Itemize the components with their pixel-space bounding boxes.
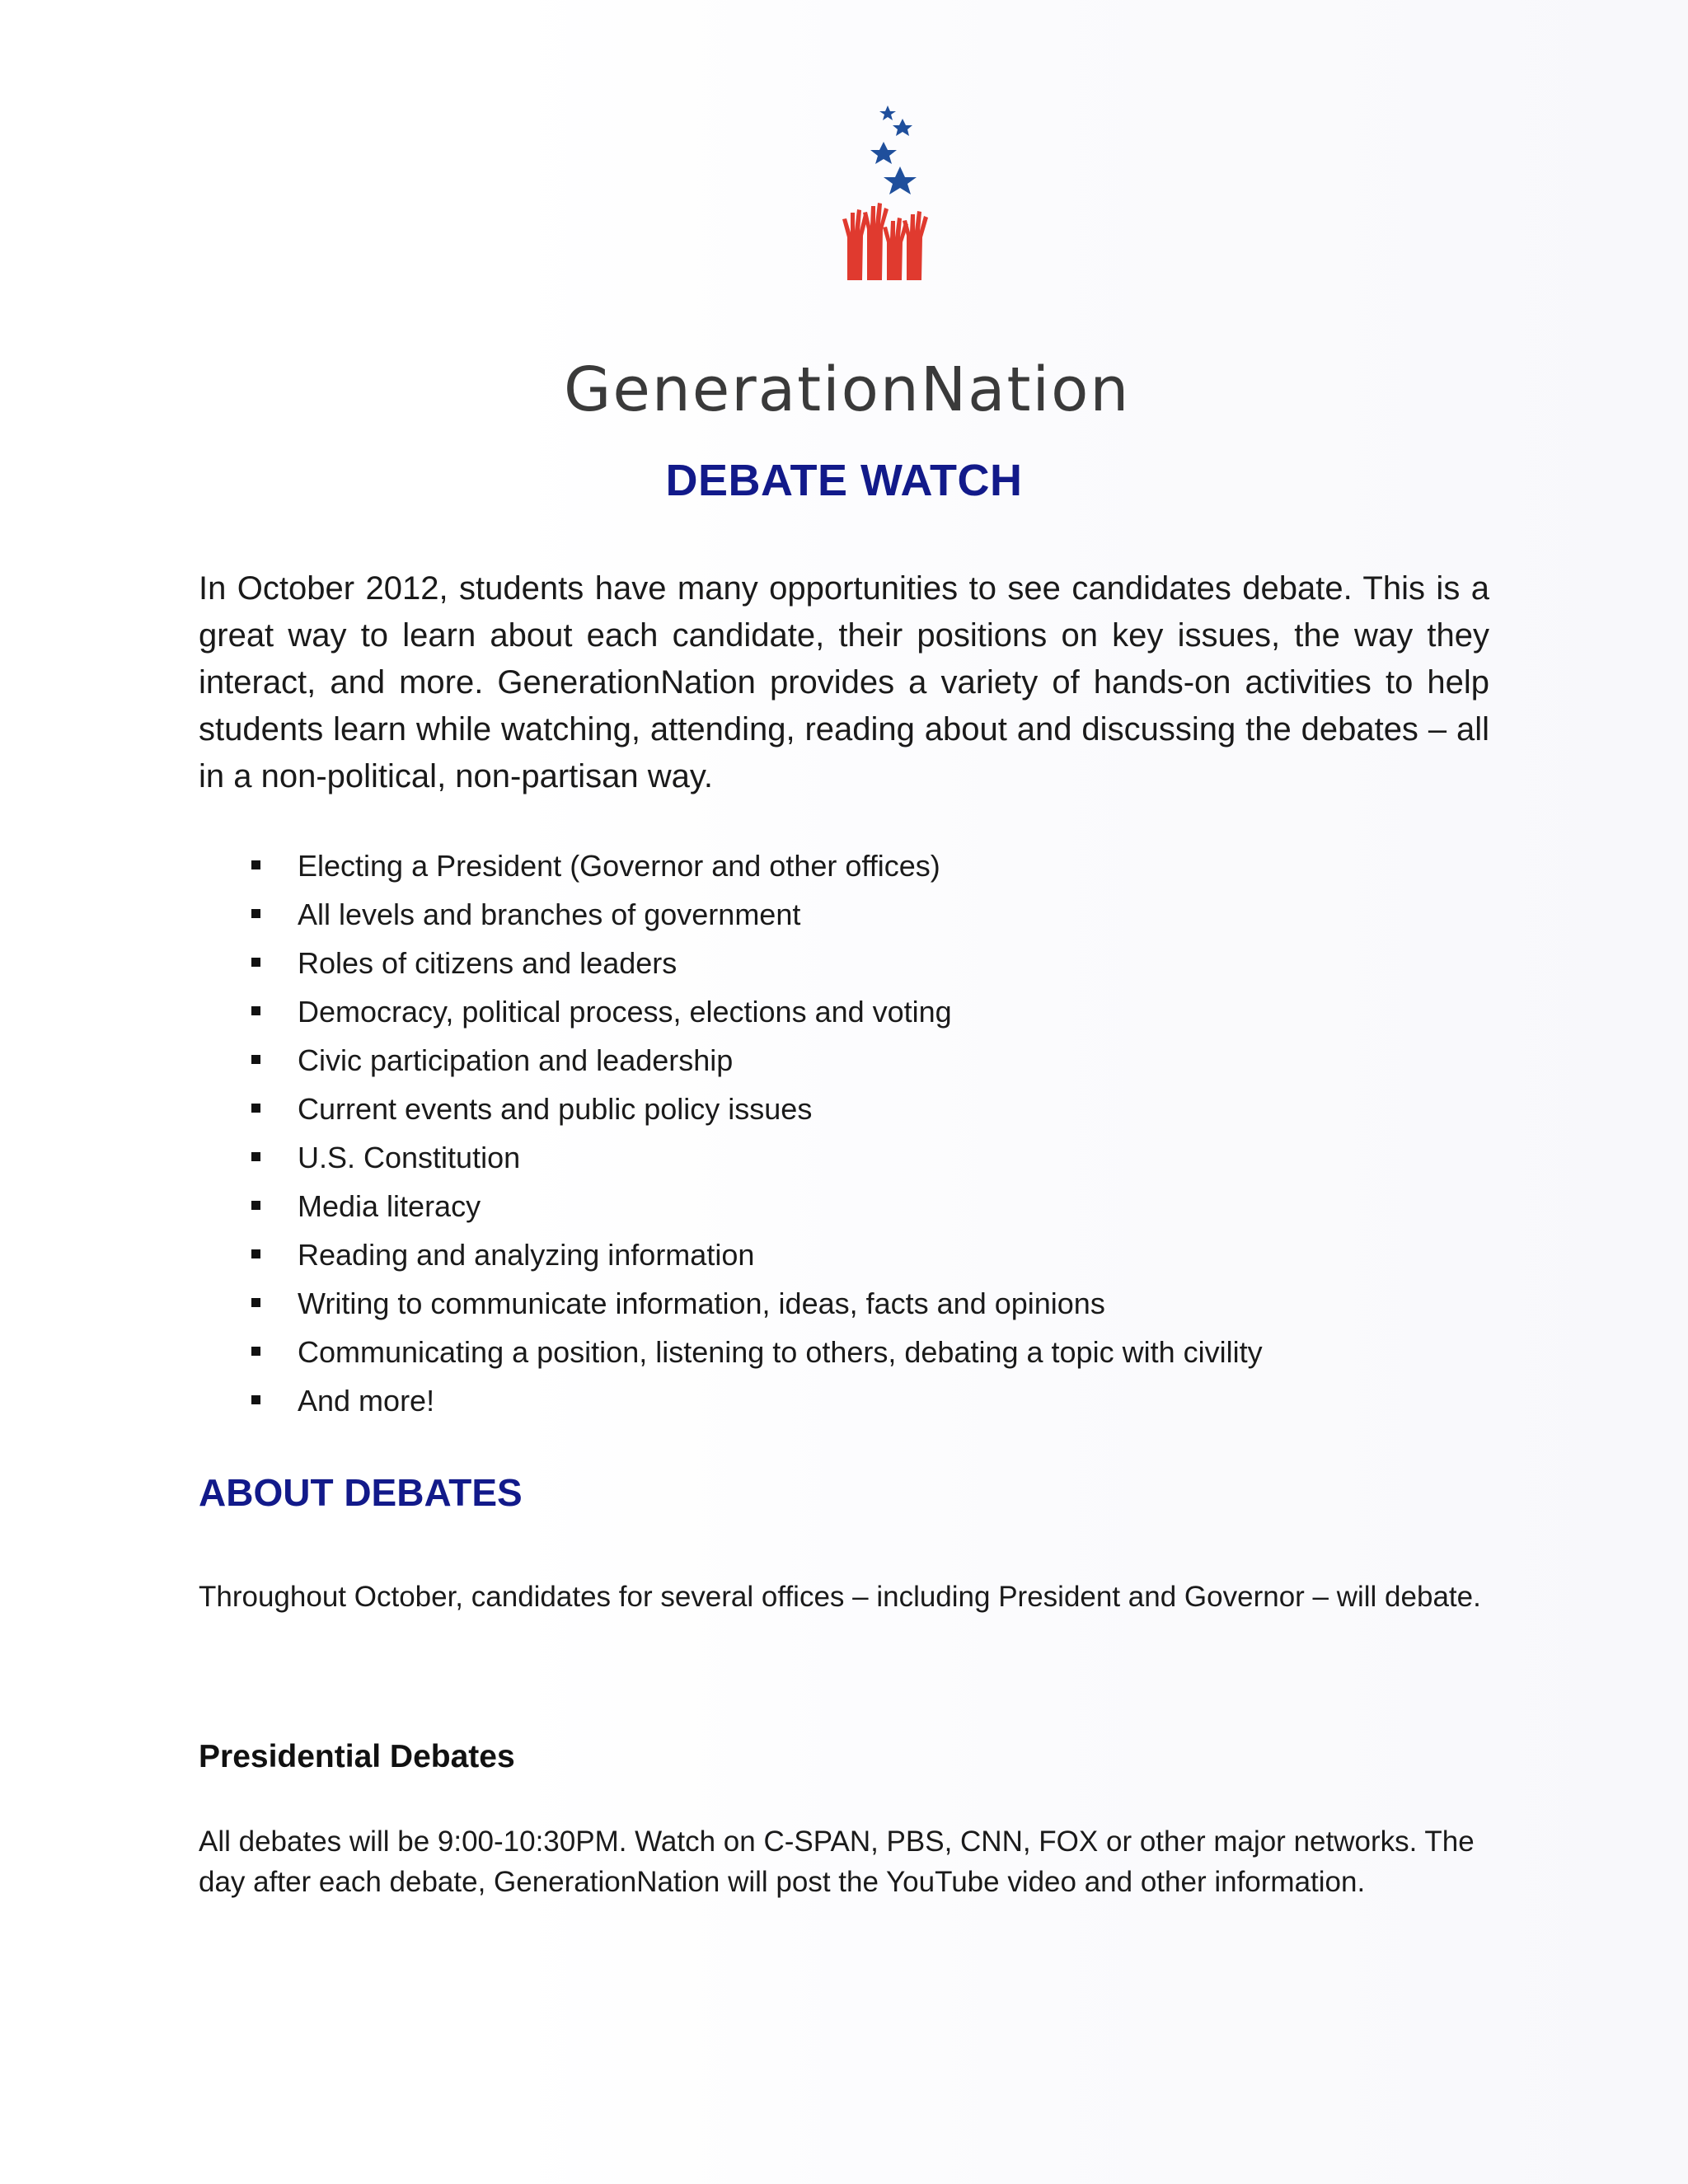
list-item: Communicating a position, listening to others, debating a topic with civility: [251, 1328, 1263, 1376]
bullet-square-icon: [251, 1347, 260, 1356]
bullet-square-icon: [251, 1395, 260, 1404]
raised-hands-icon: [842, 203, 928, 280]
list-item: U.S. Constitution: [251, 1133, 1263, 1182]
list-item: Electing a President (Governor and other offices): [251, 841, 1263, 890]
list-item: Reading and analyzing information: [251, 1230, 1263, 1279]
bullet-square-icon: [251, 1249, 260, 1258]
list-item: And more!: [251, 1376, 1263, 1425]
bullet-square-icon: [251, 958, 260, 967]
list-item: Media literacy: [251, 1182, 1263, 1230]
intro-paragraph: In October 2012, students have many opportunities to see candidates debate. This is a great way to learn about each candidate, their positions on key issues, the way they interact, and more. GenerationNation provides a variety of hands-on activities to help students learn while watching, attending, reading about and discussing the debates – all in a non-political, non-partisan way.: [199, 570, 1489, 794]
list-item: Roles of citizens and leaders: [251, 939, 1263, 987]
bullet-square-icon: [251, 909, 260, 918]
list-item: Democracy, political process, elections and voting: [251, 987, 1263, 1036]
presidential-debates-text: All debates will be 9:00-10:30PM. Watch on C-SPAN, PBS, CNN, FOX or other major networks. The day after each debate, GenerationNation will post the YouTube video and other information.: [199, 1825, 1475, 1898]
bullet-square-icon: [251, 1152, 260, 1161]
bullet-square-icon: [251, 1006, 260, 1015]
page-title: DEBATE WATCH: [665, 456, 1023, 505]
stars-icon: [870, 105, 917, 194]
list-item: Civic participation and leadership: [251, 1036, 1263, 1085]
logo-wordmark: GenerationNation: [564, 354, 1131, 425]
bullet-square-icon: [251, 1201, 260, 1210]
about-debates-heading: ABOUT DEBATES: [199, 1471, 523, 1514]
logo-graphic: [536, 97, 1162, 344]
topics-list: [251, 841, 1263, 1425]
bullet-square-icon: [251, 1055, 260, 1064]
bullet-square-icon: [251, 1298, 260, 1307]
bullet-square-icon: [251, 1104, 260, 1113]
list-item: Writing to communicate information, ideas, facts and opinions: [251, 1279, 1263, 1328]
about-debates-text: Throughout October, candidates for several offices – including President and Governor – will debate.: [199, 1581, 1481, 1613]
list-item: All levels and branches of government: [251, 890, 1263, 939]
list-item: Current events and public policy issues: [251, 1085, 1263, 1133]
presidential-debates-heading: Presidential Debates: [199, 1739, 515, 1774]
generationnation-logo: [536, 97, 1162, 425]
bullet-square-icon: [251, 860, 260, 869]
